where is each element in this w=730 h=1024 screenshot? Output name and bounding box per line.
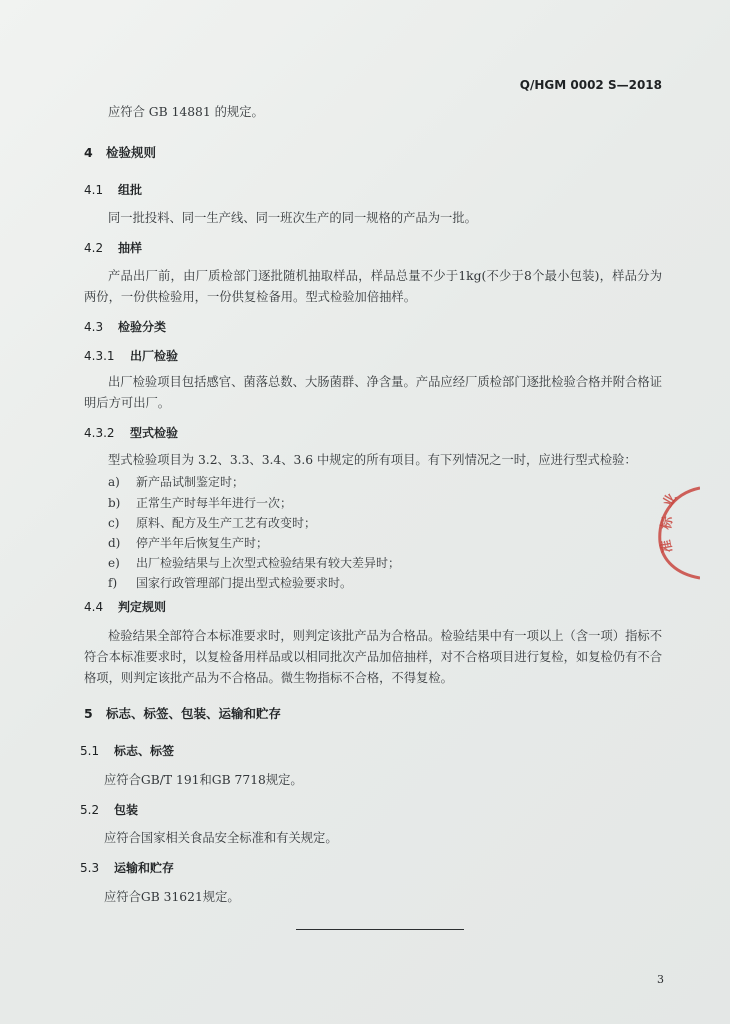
section-number: 5 — [84, 706, 93, 721]
list-item — [108, 574, 352, 591]
list-item — [108, 494, 292, 511]
section-4-3-heading — [84, 318, 166, 335]
list-text: 国家行政管理部门提出型式检验要求时。 — [136, 576, 353, 590]
section-4-1-text: 同一批投料、同一生产线、同一班次生产的同一规格的产品为一批。 — [108, 211, 477, 225]
section-5-2-text: 应符合国家相关食品安全标准和有关规定。 — [104, 831, 338, 845]
section-5-2-heading — [80, 801, 138, 818]
section-number: 4.4 — [84, 600, 104, 614]
standard-code: Q/HGM 0002 S—2018 — [519, 78, 662, 92]
section-4-3-2-text: 型式检验项目为 3.2、3.3、3.4、3.6 中规定的所有项目。有下列情况之一时，应进行型式检验： — [108, 453, 637, 467]
section-5-1-heading — [80, 742, 174, 759]
section-title: 标志、标签 — [114, 744, 175, 758]
section-title: 判定规则 — [118, 600, 167, 614]
seal-stamp — [640, 480, 700, 580]
section-title: 抽样 — [118, 241, 143, 255]
section-4-3-1-text: 出厂检验项目包括感官、菌落总数、大肠菌群、净含量。产品应经厂质检部门逐批检验合格并附合格证明后方可出厂。 — [84, 375, 662, 410]
section-title: 包装 — [114, 803, 139, 817]
section-title: 运输和贮存 — [114, 861, 175, 875]
list-item — [108, 534, 268, 551]
list-text: 正常生产时每半年进行一次； — [136, 496, 293, 510]
section-5-3-text: 应符合GB 31621规定。 — [104, 890, 240, 904]
section-number: 5.3 — [80, 861, 100, 875]
section-5-heading — [84, 704, 281, 722]
section-title: 型式检验 — [130, 426, 179, 440]
list-text: 新产品试制鉴定时； — [136, 475, 245, 489]
section-4-2-text: 产品出厂前，由厂质检部门逐批随机抽取样品，样品总量不少于1kg(不少于8个最小包装)，样品分为两份，一份供检验用，一份供复检备用。型式检验加倍抽样。 — [84, 269, 662, 304]
list-item — [108, 473, 244, 490]
section-number: 4.3.2 — [84, 426, 115, 440]
list-text: 原料、配方及生产工艺有改变时； — [136, 516, 317, 530]
section-4-heading — [84, 143, 156, 161]
section-4-4-heading — [84, 598, 166, 615]
section-number: 5.1 — [80, 744, 100, 758]
section-title: 组批 — [118, 183, 143, 197]
list-marker: b) — [108, 496, 121, 510]
list-marker: f) — [108, 576, 118, 590]
svg-text:标: 标 — [659, 515, 677, 531]
section-number: 4.3.1 — [84, 349, 115, 363]
section-title: 检验规则 — [106, 145, 157, 160]
section-number: 4 — [84, 145, 93, 160]
section-5-1-text: 应符合GB/T 191和GB 7718规定。 — [104, 773, 303, 787]
section-4-1-heading — [84, 181, 142, 198]
section-number: 4.1 — [84, 183, 104, 197]
section-number: 4.2 — [84, 241, 104, 255]
list-item — [108, 514, 316, 531]
section-title: 标志、标签、包装、运输和贮存 — [106, 706, 282, 721]
section-title: 出厂检验 — [130, 349, 179, 363]
intro-line: 应符合 GB 14881 的规定。 — [108, 105, 264, 119]
list-item — [108, 554, 400, 571]
section-4-4-text: 检验结果全部符合本标准要求时，则判定该批产品为合格品。检验结果中有一项以上（含一项）指标不符合本标准要求时，以复检备用样品或以相同批次产品加倍抽样，对不合格项目进行复检，如复检仍有不合格项，则判定该批产品为不合格品。微生物指标不合格，不得复检。 — [84, 629, 662, 685]
svg-text:业: 业 — [660, 491, 680, 510]
section-4-3-2-heading — [84, 424, 178, 441]
list-marker: d) — [108, 536, 121, 550]
list-marker: a) — [108, 475, 120, 489]
end-rule — [296, 929, 464, 930]
list-marker: c) — [108, 516, 120, 530]
page-number: 3 — [657, 973, 664, 986]
section-5-3-heading — [80, 859, 174, 876]
section-number: 4.3 — [84, 320, 104, 334]
list-text: 停产半年后恢复生产时； — [136, 536, 269, 550]
list-marker: e) — [108, 556, 120, 570]
section-4-2-heading — [84, 239, 142, 256]
section-number: 5.2 — [80, 803, 100, 817]
section-title: 检验分类 — [118, 320, 167, 334]
list-text: 出厂检验结果与上次型式检验结果有较大差异时； — [136, 556, 401, 570]
svg-text:准: 准 — [658, 538, 676, 554]
section-4-3-1-heading — [84, 347, 178, 364]
